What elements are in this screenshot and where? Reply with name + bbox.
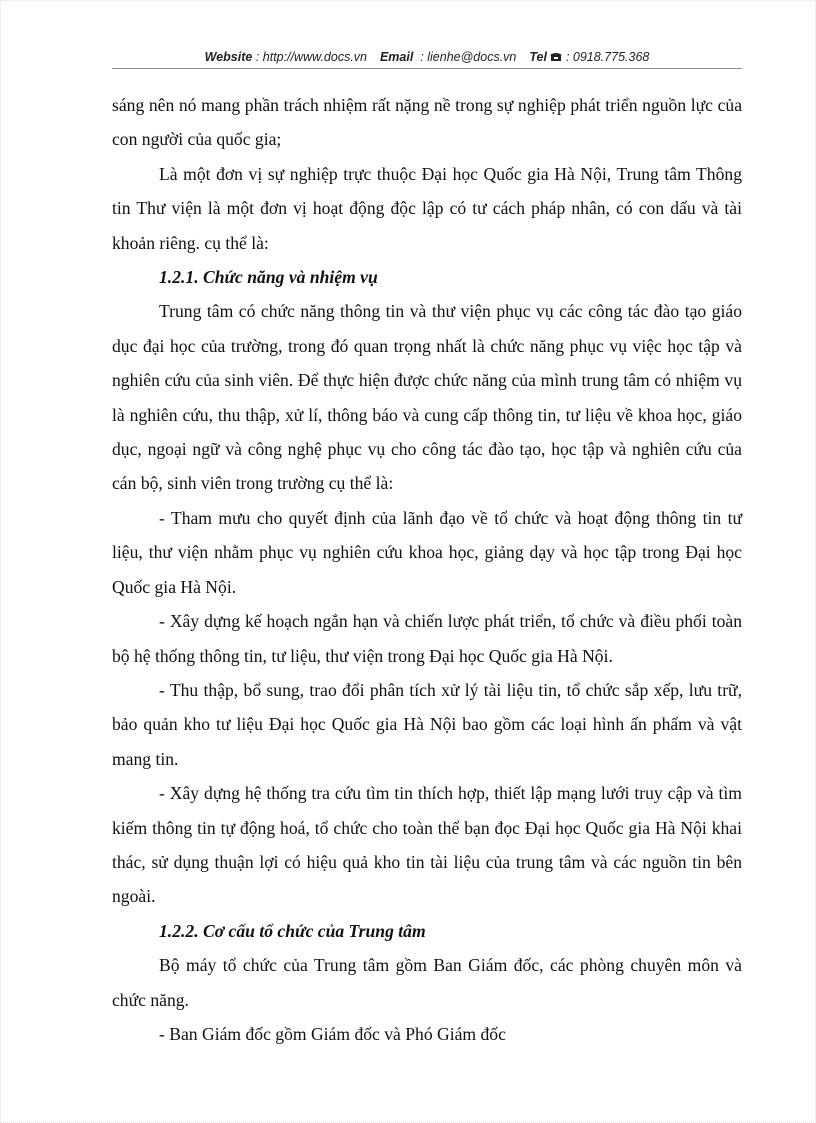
website-url[interactable]: http://www.docs.vn — [262, 50, 367, 64]
section-heading-functions: 1.2.1. Chức năng và nhiệm vụ — [159, 267, 378, 288]
paragraph-continuation: sáng nên nó mang phần trách nhiệm rất nặng nề trong sự nghiệp phát triển nguồn lực của con người của quốc gia; — [112, 95, 742, 150]
website-label: Website — [204, 50, 253, 64]
document-body — [112, 88, 742, 1051]
paragraph-functions: Trung tâm có chức năng thông tin và thư viện phục vụ các công tác đào tạo giáo dục đại học của trường, trong đó quan trọng nhất là chức năng phục vụ việc học tập và nghiên cứu của sinh viên. Để thực hiện được chức năng của mình trung tâm có nhiệm vụ là nghiên cứu, thu thập, xử lí, thông báo và cung cấp thông tin, tư liệu về khoa học, giáo dục, ngoại ngữ và công nghệ phục vụ cho công tác đào tạo, học tập và nghiên cứu của cán bộ, sinh viên trong trường cụ thể là: — [112, 301, 742, 494]
paragraph-intro: Là một đơn vị sự nghiệp trực thuộc Đại học Quốc gia Hà Nội, Trung tâm Thông tin Thư viện là một đơn vị hoạt động độc lập có tư cách pháp nhân, có con dấu và tài khoản riêng. cụ thể là: — [112, 163, 742, 253]
tel-value[interactable]: 0918.775.368 — [572, 50, 650, 64]
section-heading-structure: 1.2.2. Cơ cấu tổ chức của Trung tâm — [159, 920, 426, 941]
list-item: - Xây dựng kế hoạch ngắn hạn và chiến lược phát triển, tổ chức và điều phối toàn bộ hệ thống thông tin, tư liệu, thư viện trong Đại học Quốc gia Hà Nội. — [112, 611, 742, 666]
email-label: Email — [379, 50, 414, 64]
paragraph-structure: Bộ máy tổ chức của Trung tâm gồm Ban Giám đốc, các phòng chuyên môn và chức năng. — [112, 955, 742, 1010]
tel-label: Tel — [529, 50, 547, 64]
email-value[interactable]: lienhe@docs.vn — [427, 50, 517, 64]
list-item: - Tham mưu cho quyết định của lãnh đạo về tổ chức và hoạt động thông tin tư liệu, thư viện nhằm phục vụ nghiên cứu khoa học, giảng dạy và học tập trong Đại học Quốc gia Hà Nội. — [112, 507, 742, 597]
phone-icon — [550, 52, 562, 62]
page-header: Website : http://www.docs.vn Email : lienhe@docs.vn Tel : 0918.775.368 — [204, 50, 650, 64]
list-item: - Thu thập, bổ sung, trao đổi phân tích xử lý tài liệu tin, tổ chức sắp xếp, lưu trữ, bảo quản kho tư liệu Đại học Quốc gia Hà Nội bao gồm các loại hình ấn phẩm và vật mang tin. — [112, 679, 742, 769]
list-item: - Xây dựng hệ thống tra cứu tìm tin thích hợp, thiết lập mạng lưới truy cập và tìm kiếm thông tin tự động hoá, tổ chức cho toàn thể bạn đọc Đại học Quốc gia Hà Nội khai thác, sử dụng thuận lợi có hiệu quả kho tin tài liệu của trung tâm và các nguồn tin bên ngoài. — [112, 783, 742, 907]
list-item: - Ban Giám đốc gồm Giám đốc và Phó Giám đốc — [159, 1023, 506, 1044]
header-divider — [112, 68, 742, 69]
